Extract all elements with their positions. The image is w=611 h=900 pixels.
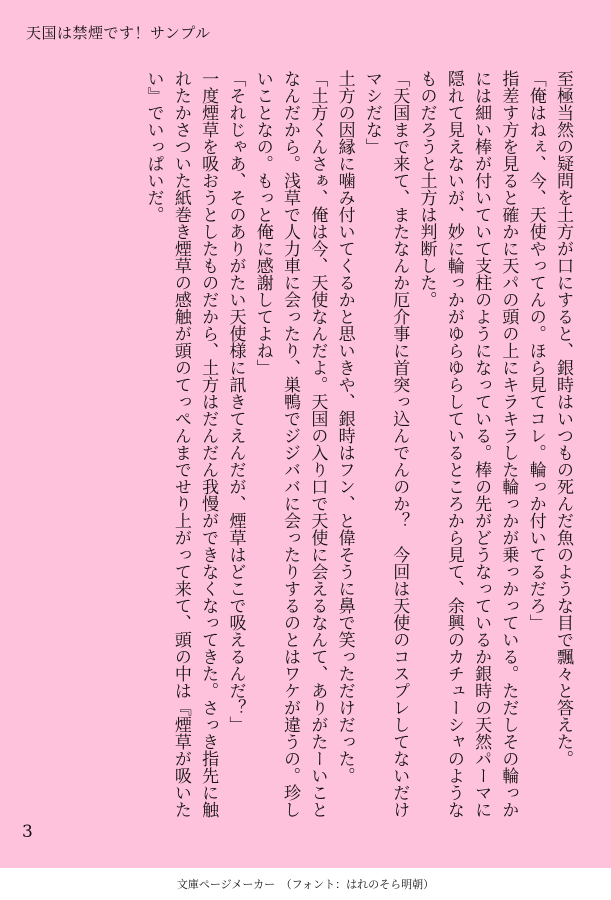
page-number: 3 xyxy=(22,822,33,842)
paragraph: 「土方くんさぁ、俺は今、天使なんだよ。天国の入り口で天使に会えるなんて、ありがたーいことなんだから。浅草で人力車に会ったり、巣鴨でジジババに会ったりするのとはワケが違うの。珍しいことなの。もっと俺に感謝してよね」 xyxy=(252,70,328,818)
paragraph: 指差す方を見ると確かに天パの頭の上にキラキラした輪っかが乗っかっている。ただしその輪っかには細い棒が付いていて支柱のようになっている。棒の先がどうなっているか銀時の天然パーマに隠れて見えないが、妙に輪っかがゆらゆらしているところから見て、余興のカチューシャのようなものだろうと土方は判断した。 xyxy=(416,70,519,818)
book-title: 天国は禁煙です！サンプル xyxy=(26,24,211,42)
paragraph: 至極当然の疑問を土方が口にすると、銀時はいつもの死んだ魚のような目で飄々と答えた。 xyxy=(553,70,573,767)
paragraph: 「それじゃあ、そのありがたい天使様に訊きてえんだが、煙草はどこで吸えるんだ？」 xyxy=(225,70,246,733)
paragraph: 土方の因縁に噛み付いてくるかと思いきや、銀時はフン、と偉そうに鼻で笑っただけだった。 xyxy=(334,70,355,784)
body-text xyxy=(48,70,576,820)
paragraph: 「俺はねぇ、今、天使やってんの。ほら見てコレ。輪っか付いてるだろ」 xyxy=(525,70,546,631)
paragraph: 「天国まで来て、またなんか厄介事に首突っ込んでんのか？ 今回は天使のコスプレしてないだけマシだな」 xyxy=(361,70,410,818)
paragraph: 一度煙草を吸おうとしたものだから、土方はだんだん我慢ができなくなってきた。さっき指先に触れたかさついた紙巻き煙草の感触が頭のてっぺんまでせり上がって来て、頭の中は『煙草が吸いたい』でいっぱいだ。 xyxy=(143,70,219,818)
footer-credit: 文庫ページメーカー （フォント：はれのそら明朝） xyxy=(176,878,435,891)
